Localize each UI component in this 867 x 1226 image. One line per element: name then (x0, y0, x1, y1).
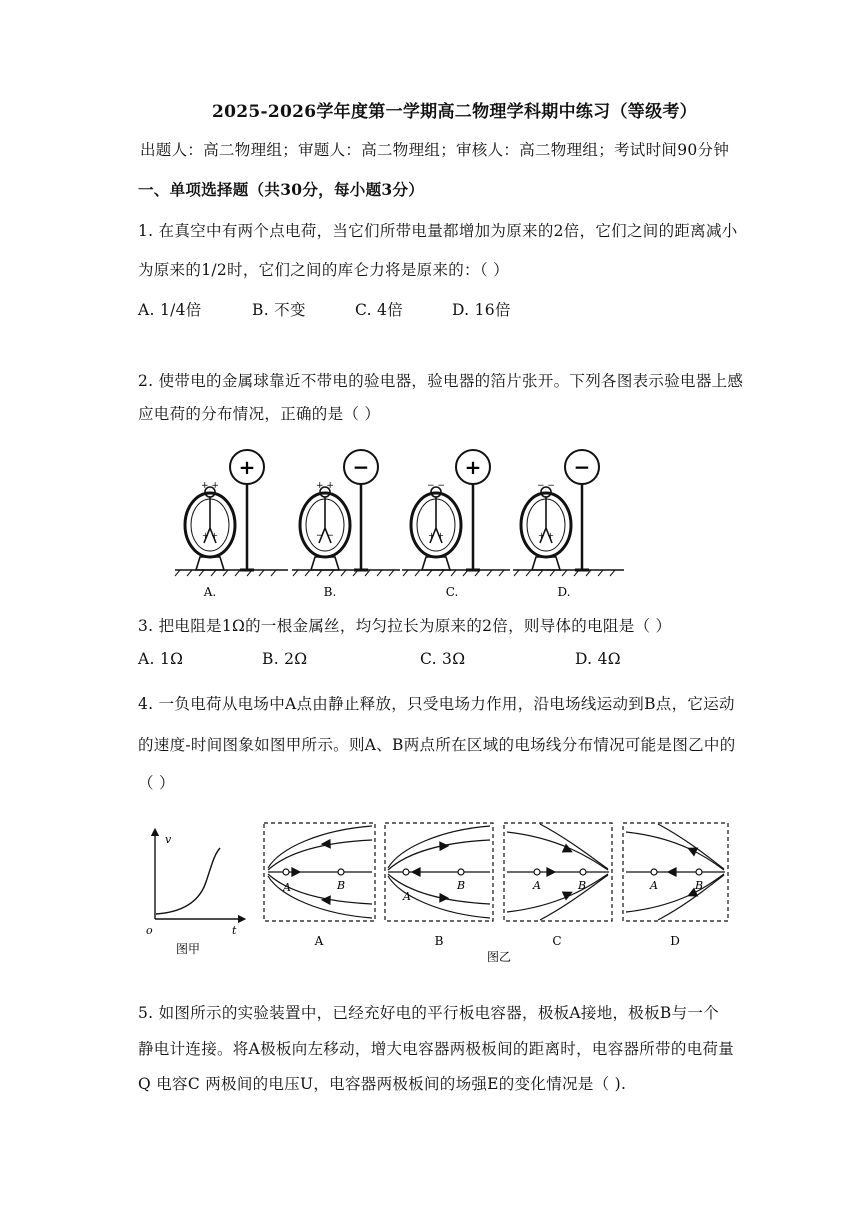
panel-d-label: D. (557, 585, 571, 599)
question-5-line-1: 5. 如图所示的实验装置中，已经充好电的平行板电容器，极板A接地，极板B与一个 (138, 1004, 720, 1022)
figure-caption: 图乙 (486, 950, 512, 964)
question-3-option-b: B. 2Ω (262, 650, 308, 668)
panel-c-label: C. (445, 585, 459, 599)
question-1-option-b: B. 不变 (252, 301, 306, 319)
question-2-line-1: 2. 使带电的金属球靠近不带电的验电器，验电器的箔片张开。下列各图表示验电器上感 (138, 372, 744, 390)
graph-axis-t: t (232, 924, 237, 937)
panel-b-label: B (434, 934, 444, 948)
question-1-option-a: A. 1/4倍 (138, 301, 202, 319)
question-5-line-3: Q 电容C 两极间的电压U，电容器两极板间的场强E的变化情况是（ ). (138, 1075, 627, 1093)
panel-a-label: A (314, 934, 324, 948)
question-4-line-3: （ ） (138, 774, 175, 792)
panel-c-ball-sign: + (464, 455, 482, 479)
panel-d-point-b: B (695, 879, 704, 892)
question-3-line-1: 3. 把电阻是1Ω的一根金属丝，均匀拉长为原来的2倍，则导体的电阻是（ ） (138, 617, 672, 635)
question-5-line-2: 静电计连接。将A极板向左移动，增大电容器两极板间的距离时，电容器所带的电荷量 (138, 1040, 735, 1058)
graph-caption: 图甲 (175, 942, 201, 956)
panel-c-charges-top: − − (427, 481, 445, 491)
question-4-line-2: 的速度-时间图象如图甲所示。则A、B两点所在区域的电场线分布情况可能是图乙中的 (138, 736, 736, 754)
panel-b-point-b: B (457, 879, 466, 892)
panel-b-ball-sign: − (352, 455, 370, 479)
panel-a-point-a: A (283, 881, 291, 894)
panel-a-ball-sign: + (238, 455, 256, 479)
panel-b-charges-top: + + (316, 481, 334, 491)
panel-a-point-b: B (337, 879, 346, 892)
question-1-line-2: 为原来的1/2时，它们之间的库仑力将是原来的：（ ） (138, 261, 509, 279)
page-title: 2025-2026学年度第一学期高二物理学科期中练习（等级考） (212, 102, 697, 122)
question-1-option-d: D. 16倍 (452, 301, 511, 319)
panel-c-charges-bottom: + + (428, 531, 444, 540)
question-2-line-2: 应电荷的分布情况，正确的是（ ） (138, 405, 381, 423)
question-1-line-1: 1. 在真空中有两个点电荷，当它们所带电量都增加为原来的2倍，它们之间的距离减小 (138, 222, 738, 240)
field-panel-c (504, 823, 612, 921)
panel-b-charges-bottom: − − (316, 531, 334, 541)
field-panel-d (623, 823, 728, 921)
panel-d-charges-top: − − (537, 481, 555, 491)
panel-a-charges-bottom: + + (202, 531, 218, 540)
question-3-option-d: D. 4Ω (575, 650, 621, 668)
panel-c-point-b: B (578, 879, 587, 892)
panel-c-label: C (552, 934, 562, 948)
question-3-option-a: A. 1Ω (138, 650, 184, 668)
panel-d-charges-bottom: + + (538, 531, 554, 540)
panel-d-label: D (670, 934, 680, 948)
panel-d-ball-sign: − (573, 455, 591, 479)
panel-b-point-a: A (403, 890, 411, 903)
panel-b-label: B. (323, 585, 337, 599)
field-panel-a (264, 823, 375, 921)
question-1-option-c: C. 4倍 (355, 301, 404, 319)
panel-d-point-a: A (650, 879, 658, 892)
graph-origin: o (146, 924, 153, 937)
field-panel-b (385, 823, 493, 921)
exam-meta: 出题人：高二物理组；审题人：高二物理组；审核人：高二物理组；考试时间90分钟 (140, 141, 730, 159)
question-3-option-c: C. 3Ω (420, 650, 466, 668)
panel-c-point-a: A (533, 879, 541, 892)
graph-axis-v: v (165, 833, 172, 846)
section-heading: 一、单项选择题（共30分，每小题3分） (138, 180, 425, 199)
panel-a-label: A. (203, 585, 217, 599)
panel-a-charges-top: + + (201, 481, 219, 491)
question-4-line-1: 4. 一负电荷从电场中A点由静止释放，只受电场力作用，沿电场线运动到B点，它运动 (138, 695, 735, 713)
